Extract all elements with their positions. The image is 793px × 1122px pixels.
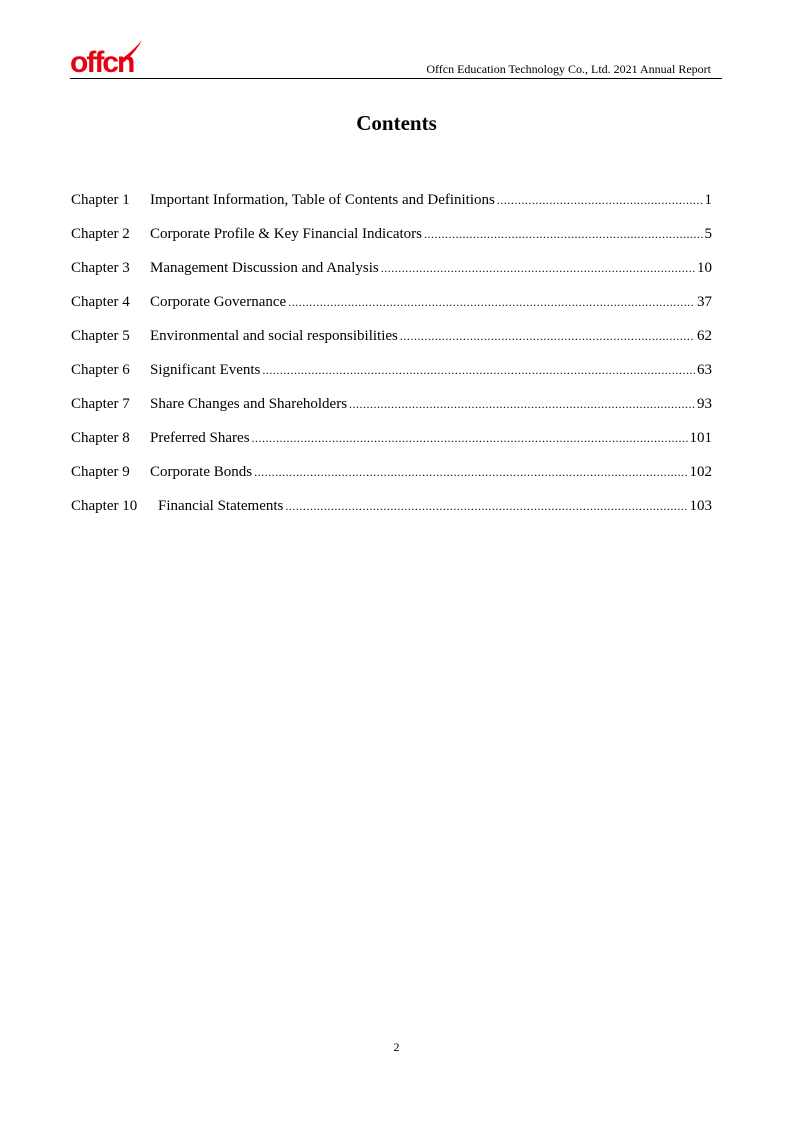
toc-title: Environmental and social responsibilities	[150, 328, 398, 344]
toc-leader-dots	[349, 396, 695, 413]
toc-leader-dots	[254, 464, 687, 481]
toc-page: 101	[689, 430, 712, 446]
toc-entry[interactable]	[71, 260, 712, 294]
toc-leader-dots	[285, 498, 687, 515]
toc-title: Share Changes and Shareholders	[150, 396, 348, 412]
toc-title: Preferred Shares	[150, 430, 250, 446]
offcn-logo	[70, 38, 145, 78]
toc-leader-dots	[252, 430, 688, 447]
toc-title: Significant Events	[150, 362, 261, 378]
page-number: 2	[393, 1040, 400, 1054]
toc-leader-dots	[424, 226, 702, 243]
toc-chapter: Chapter 4	[71, 294, 130, 310]
toc-chapter: Chapter 3	[71, 260, 130, 276]
toc-page: 63	[697, 362, 712, 378]
toc-page: 5	[704, 226, 712, 242]
toc-page: 62	[697, 328, 712, 344]
toc-page: 37	[697, 294, 712, 310]
toc-chapter: Chapter 8	[71, 430, 130, 446]
toc-leader-dots	[381, 260, 695, 277]
toc-entry[interactable]	[71, 430, 712, 464]
toc-title: Corporate Governance	[150, 294, 287, 310]
toc-entry[interactable]	[71, 294, 712, 328]
toc-entry[interactable]	[71, 192, 712, 226]
toc-entry[interactable]	[71, 362, 712, 396]
header-divider	[70, 78, 722, 79]
toc-page: 1	[704, 192, 712, 208]
toc-page: 10	[697, 260, 712, 276]
toc-leader-dots	[400, 328, 695, 345]
toc-leader-dots	[262, 362, 695, 379]
toc-page: 102	[689, 464, 712, 480]
toc-entry[interactable]	[71, 498, 712, 532]
header-title: Offcn Education Technology Co., Ltd. 2021 Annual Report	[426, 62, 711, 76]
toc-chapter: Chapter 7	[71, 396, 130, 412]
toc-page: 103	[689, 498, 712, 514]
toc-chapter: Chapter 5	[71, 328, 130, 344]
logo-text: offcn	[70, 46, 134, 79]
toc-chapter: Chapter 2	[71, 226, 130, 242]
toc-entry[interactable]	[71, 396, 712, 430]
page-title: Contents	[356, 111, 437, 135]
toc-chapter: Chapter 9	[71, 464, 130, 480]
toc-entry[interactable]	[71, 226, 712, 260]
toc-page: 93	[697, 396, 712, 412]
toc-leader-dots	[497, 192, 703, 209]
toc-entry[interactable]	[71, 328, 712, 362]
toc-chapter: Chapter 10	[71, 498, 138, 514]
toc-leader-dots	[288, 294, 695, 311]
table-of-contents	[71, 192, 712, 532]
toc-title: Management Discussion and Analysis	[150, 260, 379, 276]
toc-title: Corporate Profile & Key Financial Indicators	[150, 226, 423, 242]
toc-chapter: Chapter 1	[71, 192, 130, 208]
toc-title: Important Information, Table of Contents and Definitions	[150, 192, 495, 208]
toc-chapter: Chapter 6	[71, 362, 130, 378]
toc-entry[interactable]	[71, 464, 712, 498]
toc-title: Corporate Bonds	[150, 464, 253, 480]
toc-title: Financial Statements	[158, 498, 284, 514]
